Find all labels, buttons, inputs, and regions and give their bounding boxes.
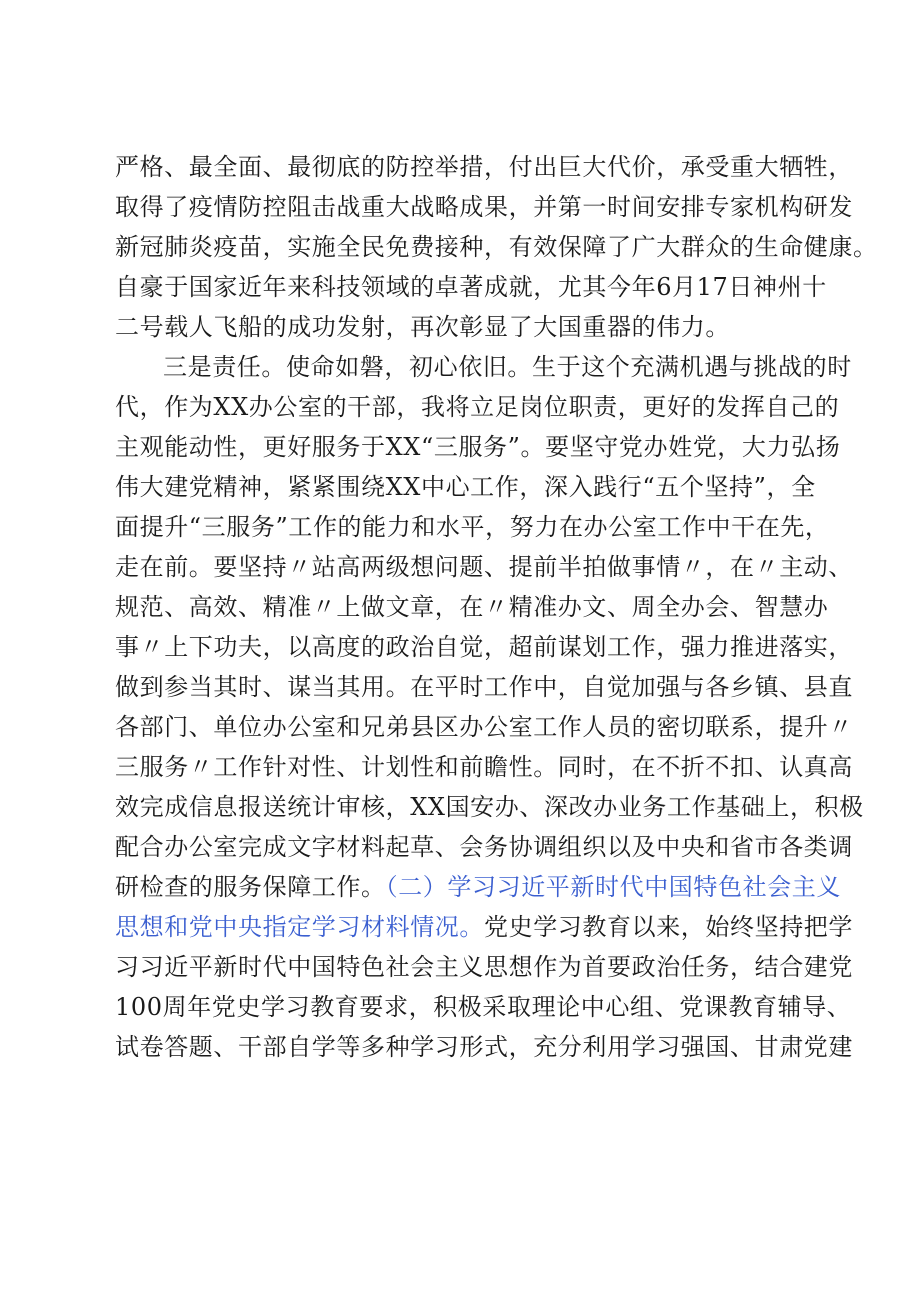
text-line: 三是责任。使命如磐，初心依旧。生于这个充满机遇与挑战的时 (163, 353, 852, 381)
section-heading: （二）学习习近平新时代中国特色社会主义 (385, 873, 842, 901)
text-line: 严格、最全面、最彻底的防控举措，付出巨大代价，承受重大牺牲， (115, 153, 853, 181)
text-line: 取得了疫情防控阻击战重大战略成果，并第一时间安排专家机构研发 (115, 193, 853, 221)
text-line: 做到参当其时、谋当其用。在平时工作中，自觉加强与各乡镇、县直 (115, 673, 853, 701)
text-line: 新冠肺炎疫苗，实施全民免费接种，有效保障了广大群众的生命健康。 (115, 233, 878, 261)
text-line: 规范、高效、精准〃上做文章，在〃精准办文、周全办会、智慧办 (115, 593, 829, 621)
text-line-with-heading (115, 907, 853, 947)
text-line: 二号载人飞船的成功发射，再次彰显了大国重器的伟力。 (115, 313, 730, 341)
text-line: 试卷答题、干部自学等多种学习形式，充分利用学习强国、甘肃党建 (115, 1033, 853, 1061)
text-line: 事〃上下功夫，以高度的政治自觉，超前谋划工作，强力推进落实， (115, 633, 853, 661)
text-line: 100周年党史学习教育要求，积极采取理论中心组、党课教育辅导、 (115, 993, 852, 1021)
text-line-with-heading (115, 867, 842, 907)
text-line: 效完成信息报送统计审核，XX国安办、深改办业务工作基础上，积极 (115, 793, 864, 821)
text-line: 三服务〃工作针对性、计划性和前瞻性。同时，在不折不扣、认真高 (115, 753, 853, 781)
text-line: 各部门、单位办公室和兄弟县区办公室工作人员的密切联系，提升〃 (115, 713, 853, 741)
text-line: 自豪于国家近年来科技领域的卓著成就，尤其今年6月17日神州十 (115, 273, 827, 301)
section-heading-continued: 思想和党中央指定学习材料情况。 (115, 913, 484, 941)
text-segment: 党史学习教育以来，始终坚持把学 (484, 913, 853, 941)
document-page (115, 147, 878, 1067)
text-line: 面提升“三服务”工作的能力和水平，努力在办公室工作中干在先， (115, 513, 830, 541)
text-segment: 研检查的服务保障工作。 (115, 873, 386, 901)
text-line: 主观能动性，更好服务于XX“三服务”。要坚守党办姓党，大力弘扬 (115, 433, 841, 461)
text-line: 习习近平新时代中国特色社会主义思想作为首要政治任务，结合建党 (115, 953, 853, 981)
text-line: 代，作为XX办公室的干部，我将立足岗位职责，更好的发挥自己的 (115, 393, 840, 421)
text-line: 伟大建党精神，紧紧围绕XX中心工作，深入践行“五个坚持”，全 (115, 473, 816, 501)
text-line: 配合办公室完成文字材料起草、会务协调组织以及中央和省市各类调 (115, 833, 853, 861)
text-line: 走在前。要坚持〃站高两级想问题、提前半拍做事情〃，在〃主动、 (115, 553, 853, 581)
